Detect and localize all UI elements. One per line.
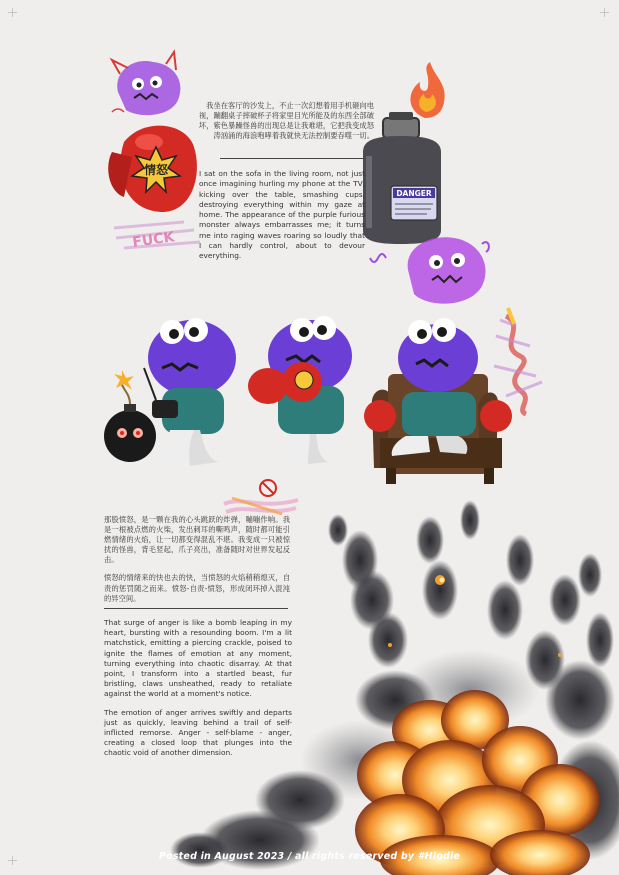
purple-monster-sketch-right [398,230,493,310]
sketch-text: FUCK [131,229,176,251]
prohibit-sketch [222,478,302,518]
divider [104,608,288,609]
divider [220,158,365,159]
monster-with-gloves [246,316,356,476]
monster-with-bomb [100,318,240,478]
fire-sketch [400,60,450,120]
boxing-glove-illustration [104,112,204,222]
body-text-en [104,618,292,767]
body-en-paragraph-1: That surge of anger is like a bomb leaping in my heart, bursting with a resounding boom. I'm a lit matchstick, emitting a piercing crackle, poised to ignite the flames of emotion at any moment, turning everything into chaotic disarray. At that point, I transform into a startled beast, fur bristling, claws unsheathed, ready to retaliate against the world at a moment's notice. [104,618,292,699]
glove-label: 情怒 [143,163,169,177]
footer-credit: Posted in August 2023 / all rights reserved by #Hlodie [158,851,461,862]
body-zh-paragraph-1: 那股愤怒，是一颗在我的心头跳跃的炸弹，嘣嘣作响。我是一根被点燃的火柴，发出刺耳的嘶鸣声，随时都可能引燃情绪的火焰，让一切都变得混乱不堪。我变成一只被惊扰的怪兽，背毛竖起，爪子亮出，准备随时对世界发起反击。 [104,515,290,565]
tank-label: DANGER [396,189,432,198]
intro-text-en: I sat on the sofa in the living room, not just once imagining hurling my phone at the TV, kicking over the table, smashing cups, destroying everything within my gaze at home. The appearance of the purple furious monster always embarrasses me; it turns me into raging waves roaring so loudly that I can hardly control, about to devour everything. [199,169,365,261]
fuck-scribble [114,218,204,258]
intro-text-zh: 我坐在客厅的沙发上，不止一次幻想着用手机砸向电视，蹦翻桌子摔破杯子将家里目光所能及的东西全部破坏，紫色暴躁怪兽的出现总是让我难堪，它把我变成怒涛汹涌的海浪咆哮着我就快无法控制要吞噬一切。 [198,101,374,141]
body-zh-paragraph-2: 愤怒的情绪来的快也去的快，当愤怒的火焰稍稍熄灭，自责的惩罚随之而来。愤怒-自责-愤怒，形成闭环掉入混沌的异空间。 [104,573,290,603]
body-en-paragraph-2: The emotion of anger arrives swiftly and departs just as quickly, leaving behind a trail of self-inflicted remorse. Anger - self-blame - anger, creating a closed loop that plunges into the chaotic void of another dimension. [104,707,292,758]
red-scribble-right [486,306,546,416]
body-text-zh [104,515,290,612]
